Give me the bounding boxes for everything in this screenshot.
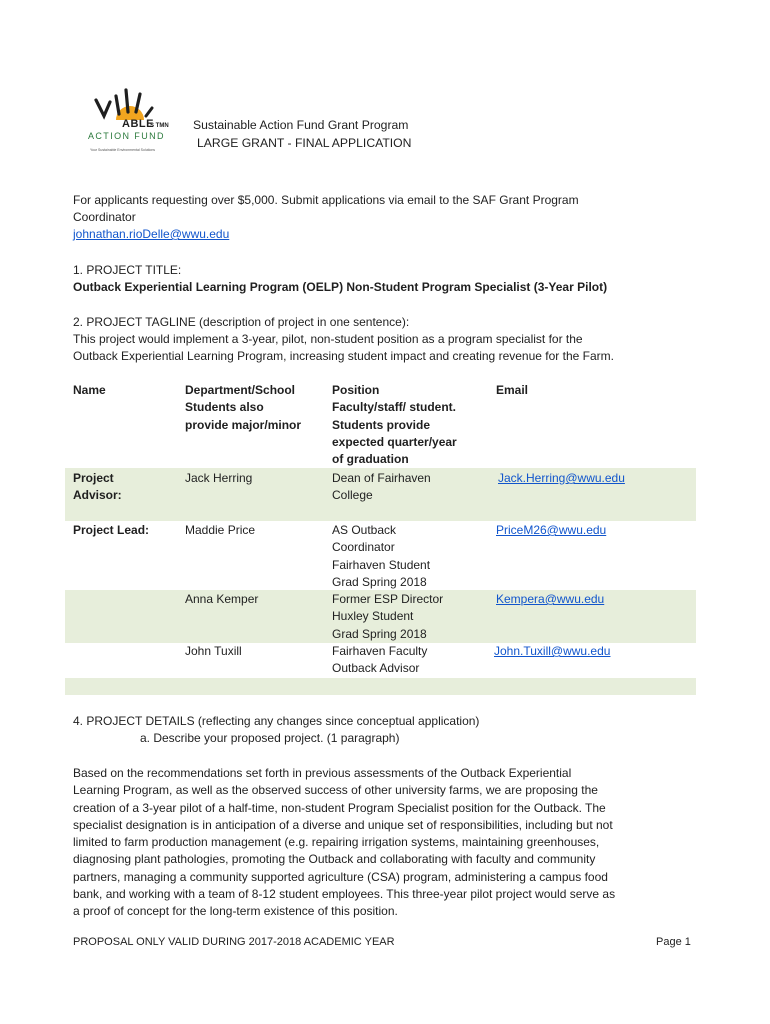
table-cell-position: Dean of Fairhaven College [332, 471, 431, 503]
tagline-line1: This project would implement a 3-year, pilot, non-student position as a program specialist for the [73, 332, 583, 346]
table-cell-position: AS Outback Coordinator Fairhaven Student Grad Spring 2018 [332, 523, 431, 589]
table-cell-name: Maddie Price [185, 523, 256, 537]
table-cell-email-link[interactable]: John.Tuxill@wwu.edu [494, 644, 611, 658]
program-name: Sustainable Action Fund Grant Program [193, 118, 409, 132]
table-cell-email-link[interactable]: PriceM26@wwu.edu [496, 523, 607, 537]
coordinator-email-link[interactable]: johnathan.rioDelle@wwu.edu [73, 227, 230, 241]
col-header-dept: Department/School Students also provide major/minor [185, 383, 302, 432]
table-cell-email-link[interactable]: Jack.Herring@wwu.edu [498, 471, 625, 485]
table-cell-name: Jack Herring [185, 471, 253, 485]
project-description: Based on the recommendations set forth in previous assessments of the Outback Experiential Learning Program, as well as the observed success of other university farms, we are proposing the creation of a 3-year pilot of a half-time, non-student Program Specialist position for the Outback. The specialist designation is in anticipation of a diverse and unique set of responsibilities, including but not limited to farm production management (e.g. repairing irrigation systems, maintaining greenhouses, diagnosing plant pathologies, promoting the Outback and collaborating with faculty and community partners, managing a community supported agriculture (CSA) program, administering a campus food bank, and working with a team of 8-12 student employees. This three-year pilot project would serve as a proof of concept for the long-term existence of this position. [73, 766, 616, 919]
table-cell-position: Fairhaven Faculty Outback Advisor [332, 644, 428, 676]
table-row-role: Project Lead: [73, 523, 150, 537]
table-row-shade [65, 678, 696, 695]
page-number: Page 1 [656, 936, 691, 948]
table-cell-name: Anna Kemper [185, 592, 259, 606]
col-header-name: Name [73, 383, 106, 397]
table-cell-name: John Tuxill [185, 644, 242, 658]
section2-heading: 2. PROJECT TAGLINE (description of project in one sentence): [73, 315, 410, 329]
logo-able-text: ABLE [122, 118, 154, 130]
col-header-email: Email [496, 383, 529, 397]
section1-heading: 1. PROJECT TITLE: [73, 263, 182, 277]
intro-text-line2: Coordinator [73, 210, 136, 224]
section4-heading: 4. PROJECT DETAILS (reflecting any changes since conceptual application) [73, 714, 480, 728]
logo-sup-text: S TMN [150, 123, 169, 129]
intro-text-line1: For applicants requesting over $5,000. Submit applications via email to the SAF Grant Program [73, 193, 579, 207]
col-header-position: Position Faculty/staff/ student. Students provide expected quarter/year of graduation [332, 383, 457, 467]
logo [86, 88, 196, 160]
footer-validity-note: PROPOSAL ONLY VALID DURING 2017-2018 ACADEMIC YEAR [73, 936, 395, 948]
logo-tagline: Your Sustainable Environmental Solutions [90, 148, 156, 152]
tagline-line2: Outback Experiential Learning Program, increasing student impact and creating revenue for the Farm. [73, 349, 614, 363]
section4-subheading: a. Describe your proposed project. (1 paragraph) [140, 731, 400, 745]
logo-action-fund-text: ACTION FUND [88, 131, 165, 141]
project-title: Outback Experiential Learning Program (OELP) Non-Student Program Specialist (3-Year Pilot) [73, 280, 608, 294]
application-type: LARGE GRANT - FINAL APPLICATION [197, 136, 412, 150]
table-cell-position: Former ESP Director Huxley Student Grad Spring 2018 [332, 592, 444, 641]
table-cell-email-link[interactable]: Kempera@wwu.edu [496, 592, 605, 606]
table-row-role: Project Advisor: [73, 471, 122, 503]
